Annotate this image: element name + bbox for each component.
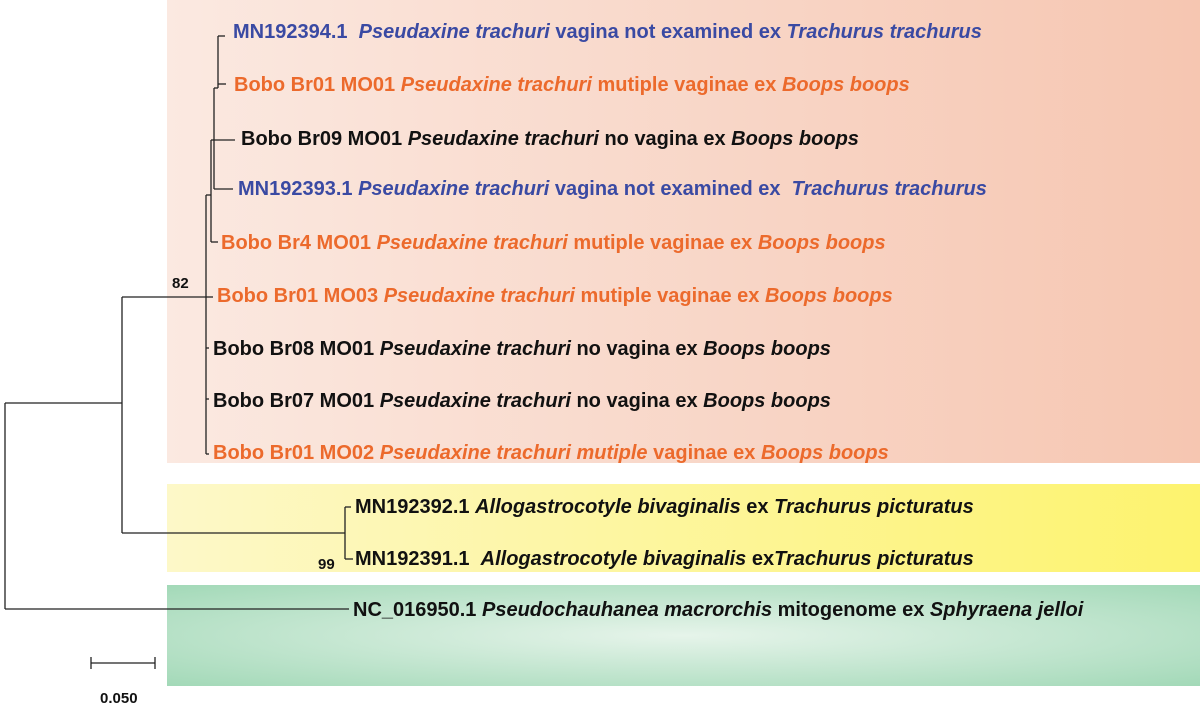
taxon-name-text: Bobo Br01 MO02	[213, 442, 380, 464]
taxon-name-text: MN192392.1	[355, 496, 476, 518]
taxon-name-text: vagina not examined ex	[549, 178, 792, 200]
taxon-name-text: mutiple vaginae ex	[591, 74, 782, 96]
taxon-label	[213, 338, 831, 360]
taxon-name-italic: Trachurus trachurus	[786, 21, 982, 43]
taxon-label	[221, 232, 886, 254]
taxon-name-italic: Boops boops	[764, 285, 893, 307]
taxon-label	[217, 285, 893, 307]
taxon-label	[234, 74, 910, 96]
taxon-name-italic: Pseudaxine trachuri	[358, 21, 550, 43]
taxon-label	[213, 390, 831, 412]
taxon-name-italic: Pseudaxine trachuri	[400, 74, 592, 96]
taxon-label	[233, 21, 982, 43]
taxon-name-italic: Boops boops	[757, 232, 886, 254]
taxon-name-italic: Boops boops	[781, 74, 910, 96]
taxon-name-italic: Allogastrocotyle bivaginalis	[475, 496, 741, 518]
taxon-label	[238, 178, 987, 200]
taxon-name-italic: Pseudaxine trachuri mutiple	[379, 442, 648, 464]
taxon-name-text: NC_016950.1	[353, 599, 482, 621]
taxon-name-italic: Boops boops	[703, 390, 831, 412]
taxon-name-italic: Pseudochauhanea macrorchis	[481, 599, 773, 621]
taxon-name-text: ex	[746, 548, 775, 570]
scale-bar	[91, 657, 155, 707]
taxon-name-text: vaginae ex	[647, 442, 761, 464]
taxon-name-text: Bobo Br08 MO01	[213, 338, 380, 360]
taxon-name-italic: Pseudaxine trachuri	[383, 285, 575, 307]
taxon-name-text: mutiple vaginae ex	[574, 285, 765, 307]
taxon-name-italic: Boops boops	[760, 442, 889, 464]
scale-bar-label: 0.050	[100, 690, 138, 707]
taxon-name-italic: Pseudaxine trachuri	[379, 338, 571, 360]
taxon-name-italic: Sphyraena jelloi	[929, 599, 1084, 621]
taxon-label	[355, 548, 974, 570]
support-value-82: 82	[172, 275, 189, 292]
taxon-name-italic: Pseudaxine trachuri	[407, 128, 599, 150]
taxon-label	[241, 128, 859, 150]
taxon-name-text: mitogenome ex	[772, 599, 930, 621]
taxon-name-italic: Pseudaxine trachuri	[376, 232, 568, 254]
taxon-name-italic: Pseudaxine trachuri	[358, 178, 550, 200]
taxon-name-text: Bobo Br01 MO03	[217, 285, 384, 307]
taxon-name-italic: Trachurus trachurus	[791, 178, 987, 200]
taxon-name-text: MN192393.1	[238, 178, 359, 200]
taxon-label	[355, 496, 974, 518]
taxon-name-text: Bobo Br01 MO01	[234, 74, 401, 96]
taxon-name-text: vagina not examined ex	[549, 21, 787, 43]
taxon-name-italic: Allogastrocotyle bivaginalis	[480, 548, 747, 570]
taxon-name-italic: Trachurus picturatus	[774, 548, 974, 570]
taxon-name-text: no vagina ex	[598, 128, 732, 150]
taxon-name-text: no vagina ex	[570, 338, 704, 360]
taxon-name-italic: Pseudaxine trachuri	[379, 390, 571, 412]
taxon-label	[213, 442, 889, 464]
taxon-label	[353, 599, 1084, 621]
taxon-name-text: MN192394.1	[233, 21, 359, 43]
taxon-name-text: mutiple vaginae ex	[567, 232, 758, 254]
taxon-name-text: no vagina ex	[570, 390, 704, 412]
taxon-name-text: ex	[740, 496, 775, 518]
support-value-99: 99	[318, 556, 335, 573]
taxon-name-text: Bobo Br09 MO01	[241, 128, 408, 150]
taxon-name-italic: Boops boops	[731, 128, 859, 150]
taxon-name-italic: Boops boops	[703, 338, 831, 360]
taxon-name-italic: Trachurus picturatus	[774, 496, 974, 518]
taxon-name-text: MN192391.1	[355, 548, 481, 570]
taxon-name-text: Bobo Br07 MO01	[213, 390, 380, 412]
taxon-name-text: Bobo Br4 MO01	[221, 232, 377, 254]
